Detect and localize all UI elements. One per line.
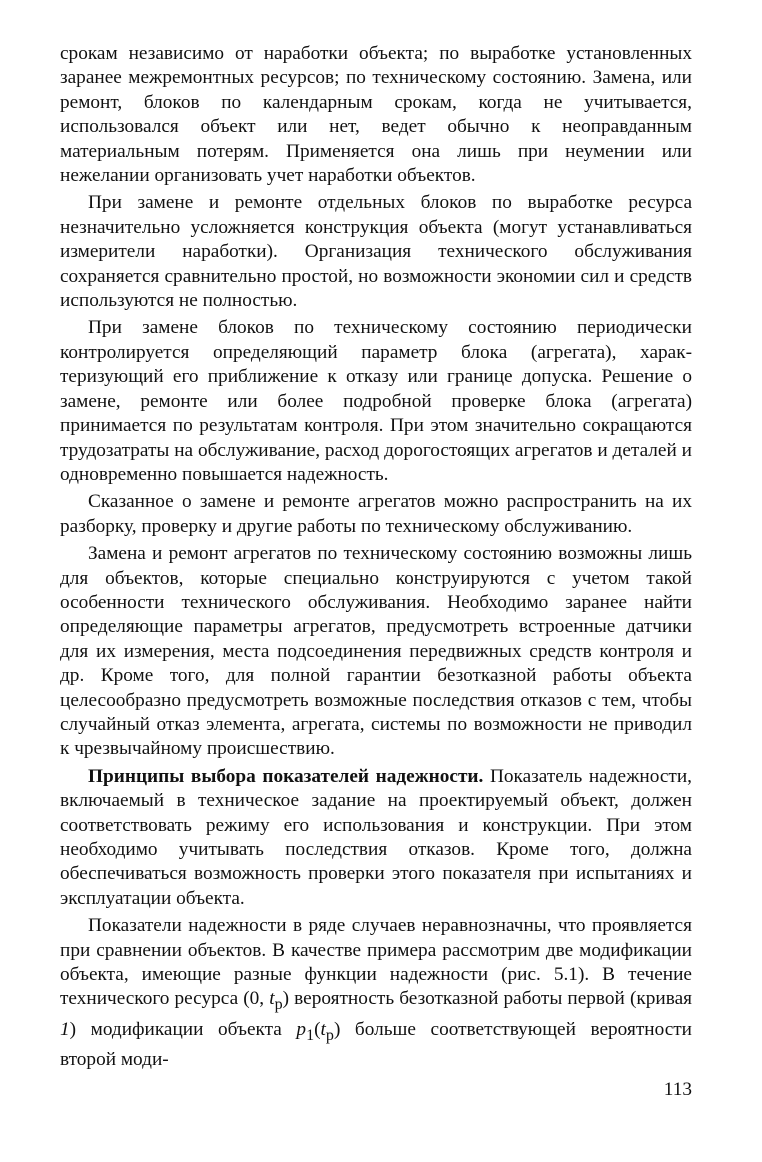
math-variable: t bbox=[269, 988, 275, 1010]
text-run: Показатели надежности в ряде случаев неравнозначны, что проявляется при сравнении объектов. В качестве примера рассмотрим две модификации объекта, имеющие разные функции надежности (рис. 5.1). В течение технического ресурса (0, bbox=[60, 915, 692, 1010]
paragraph: срокам независимо от наработки объекта; по выработке установленных заранее межремонтных ресурсов; по техническому состоянию. Замена, или ремонт, блоков по календарным срокам, когда не учитывается, использовался объект или нет, ведет обычно к неоправданным материальным потерям. Применяется она лишь при неумении или нежелании организовать учет наработки объектов. bbox=[60, 43, 692, 187]
math-variable: p bbox=[296, 1018, 307, 1040]
math-subscript: р bbox=[274, 996, 283, 1014]
math-subscript: р bbox=[325, 1026, 334, 1044]
text-run: ) больше соответствующей вероятности второй моди- bbox=[60, 1018, 692, 1070]
text-run: ) модификации объекта bbox=[69, 1018, 297, 1040]
paragraph-indicators bbox=[60, 914, 692, 1072]
body-text bbox=[60, 42, 692, 1072]
math-variable: t bbox=[320, 1018, 326, 1040]
section-lead-heading: Принципы выбора показателей надежности. bbox=[88, 765, 484, 787]
math-subscript: 1 bbox=[306, 1026, 315, 1044]
paragraph-principles bbox=[60, 765, 692, 911]
text-run: ( bbox=[314, 1018, 321, 1040]
curve-number: 1 bbox=[60, 1018, 70, 1040]
text-run: ) вероятность безотказной работы первой (кривая bbox=[282, 988, 692, 1010]
page-number: 113 bbox=[663, 1079, 692, 1100]
paragraph: При замене блоков по техническому состоянию периодически контролируется определяющий параметр блока (агрегата), характеризующий его приближение к отказу или границе допуска. Решение о замене, ремонте или более подробной проверке блока (агрегата) принимается по результатам контроля. При этом значительно сокращаются трудозатраты на обслуживание, расход дорогостоящих агрегатов и деталей и одновременно повышается надежность. bbox=[60, 317, 692, 485]
paragraph: При замене и ремонте отдельных блоков по выработке ресурса незначительно усложняется конструкция объекта (могут устанавливаться измерители наработки). Организация технического обслуживания сохраняется сравнительно простой, но возможности экономии сил и средств используются не полностью. bbox=[60, 192, 692, 312]
paragraph: Замена и ремонт агрегатов по техническому состоянию возможны лишь для объектов, которые специально конструируются с учетом такой особенности технического обслуживания. Необходимо заранее найти определяющие параметры агрегатов, предусмотреть встроенные датчики для их измерения, места подсоединения передвижных средств контроля и др. Кроме того, для полной гарантии безотказной работы объекта целесообразно предусмотреть возможные последствия отказов с тем, чтобы случайный отказ элемента, агрегата, системы по возможности не приводил к чрезвычайному происшествию. bbox=[60, 543, 692, 760]
paragraph-text: Показатель надежности, включаемый в техническое задание на проектируемый объект, должен соответствовать режиму его использования и конструкции. При этом необходимо учитывать последствия отказов. Кроме того, должна обеспечиваться возможность проверки этого показателя при испытаниях и эксплуатации объекта. bbox=[60, 765, 692, 909]
paragraph: Сказанное о замене и ремонте агрегатов можно распространить на их разборку, проверку и другие работы по техническому обслуживанию. bbox=[60, 491, 692, 537]
